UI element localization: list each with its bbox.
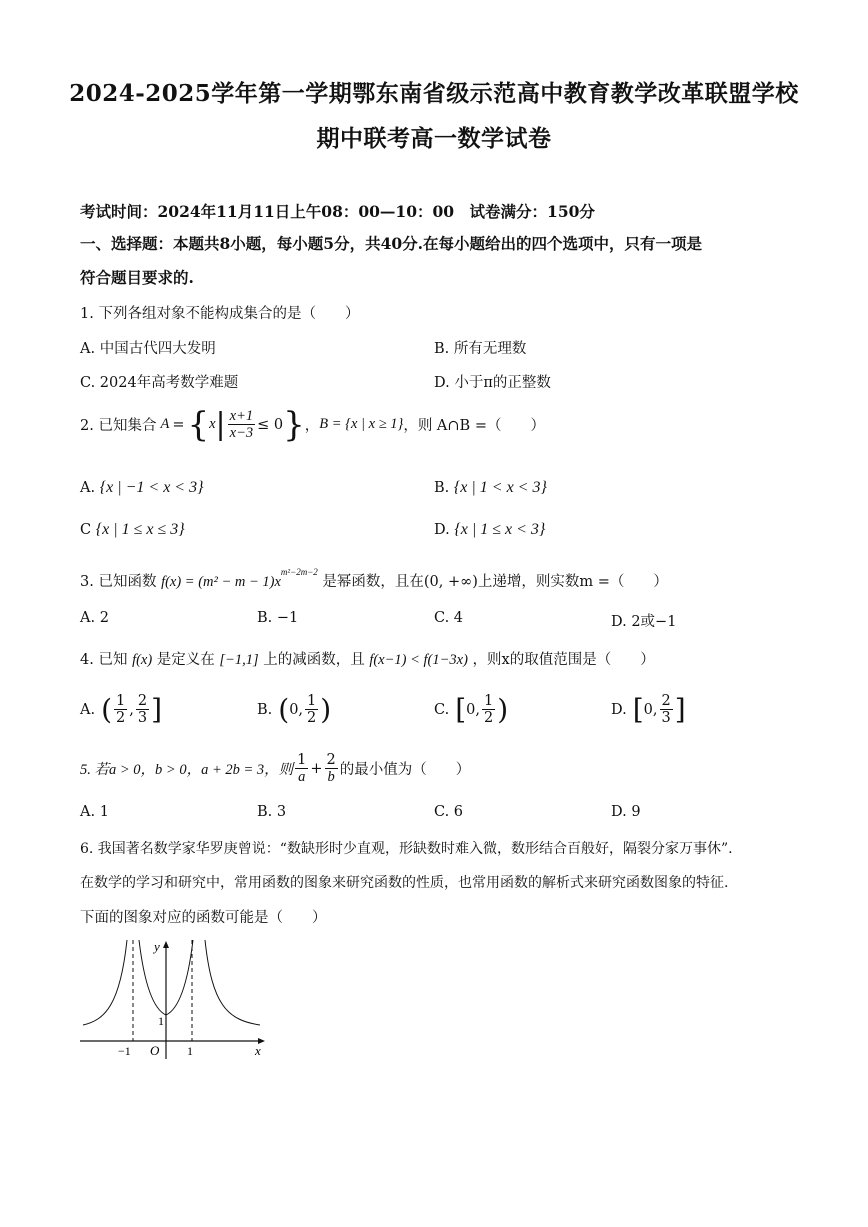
label-x: x	[255, 1043, 261, 1058]
q4-option-c: C. [ 0, $\frac{1}{2}$ )	[434, 693, 509, 726]
q1-option-d: D. 小于π的正整数	[434, 375, 551, 391]
q4-stem: 4. 已知 f(x) 是定义在 [−1,1] 上的减函数，且 f(x−1) < f(1−3x) ，则x的取值范围是（ ）	[80, 652, 655, 668]
curve-right	[205, 940, 260, 1025]
q2-option-c: {x | 1 ≤ x ≤ 3}	[95, 521, 185, 538]
section-1-heading-cont: 符合题目要求的.	[80, 268, 194, 287]
curve-left	[83, 940, 127, 1025]
q6-function-graph	[75, 935, 275, 1065]
q2-option-d: {x | 1 ≤ x < 3}	[454, 521, 546, 538]
q4-option-a: A. ( $\frac{1}{2}$ , $\frac{2}{3}$ ]	[80, 693, 163, 726]
q4-option-d: D. [ 0, $\frac{2}{3}$ ]	[611, 693, 686, 726]
q3-option-b: B. −1	[257, 610, 299, 626]
q1-option-b: B. 所有无理数	[434, 341, 527, 357]
q5-option-d: D. 9	[611, 804, 641, 820]
q3-function: f(x) = (m² − m − 1)x	[161, 574, 281, 590]
q1-stem: 1. 下列各组对象不能构成集合的是（ ）	[80, 306, 360, 322]
q6-line-2: 在数学的学习和研究中，常用函数的图象来研究函数的性质，也常用函数的解析式来研究函数图象的特征.	[80, 875, 729, 891]
q2-setB: B = {x | x ≥ 1}	[319, 416, 404, 432]
label-1-y: 1	[158, 1014, 164, 1028]
q4-option-b: B. ( 0, $\frac{1}{2}$ )	[257, 693, 332, 726]
q2-setA-fraction: $\frac{x+1}{x-3}$	[229, 408, 254, 441]
q5-option-c: C. 6	[434, 804, 464, 820]
exam-info: 考试时间：2024年11月11日上午08：00—10：00 试卷满分：150分	[80, 202, 595, 221]
q3-option-a: A. 2	[80, 610, 109, 626]
q2-post: ，则 A∩B =（ ）	[403, 418, 545, 434]
q1-option-a: A. 中国古代四大发明	[80, 341, 216, 357]
q2-pre: 2. 已知集合	[80, 418, 157, 434]
q1-option-c: C. 2024年高考数学难题	[80, 375, 239, 391]
label-1-x: 1	[187, 1044, 193, 1058]
q3-stem: 3. 已知函数 $f(x) = (m^2 - m - 1)x^{m^2-2m-2}$ 是幂函数，且在(0, +∞)上递增，则实数m =（ ）	[80, 567, 668, 590]
q2-option-a: {x | −1 < x < 3}	[99, 479, 204, 496]
q3-option-c: C. 4	[434, 610, 464, 626]
q2-option-b: {x | 1 < x < 3}	[453, 479, 547, 496]
q2-stem: 2. 已知集合 A = { x | $\frac{x+1}{x-3}$ ≤ 0 } ， B = {x | x ≥ 1} ，则 A∩B =（ ）	[80, 404, 545, 445]
y-axis-arrow	[163, 941, 169, 948]
label-neg-1: −1	[118, 1044, 131, 1058]
label-origin: O	[150, 1043, 160, 1058]
title-line-2: 期中联考高一数学试卷	[316, 125, 552, 152]
q3-option-d: D. 2或−1	[611, 614, 677, 630]
q6-line-3: 下面的图象对应的函数可能是（ ）	[80, 910, 327, 926]
section-1-heading: 一、选择题：本题共8小题，每小题5分，共40分.在每小题给出的四个选项中，只有一项是	[80, 234, 703, 253]
q5-option-a: A. 1	[80, 804, 109, 820]
title-line-1: 2024-2025学年第一学期鄂东南省级示范高中教育教学改革联盟学校	[69, 80, 799, 107]
q5-option-b: B. 3	[257, 804, 287, 820]
label-y: y	[154, 939, 160, 954]
q5-stem: 5. 若a > 0，b > 0，a + 2b = 3，则 $\frac{1}{a}$ + $\frac{2}{b}$ 的最小值为（ ）	[80, 752, 471, 785]
q6-line-1: 6. 我国著名数学家华罗庚曾说：“数缺形时少直观，形缺数时难入微，数形结合百般好，隔裂分家万事休”.	[80, 841, 733, 857]
